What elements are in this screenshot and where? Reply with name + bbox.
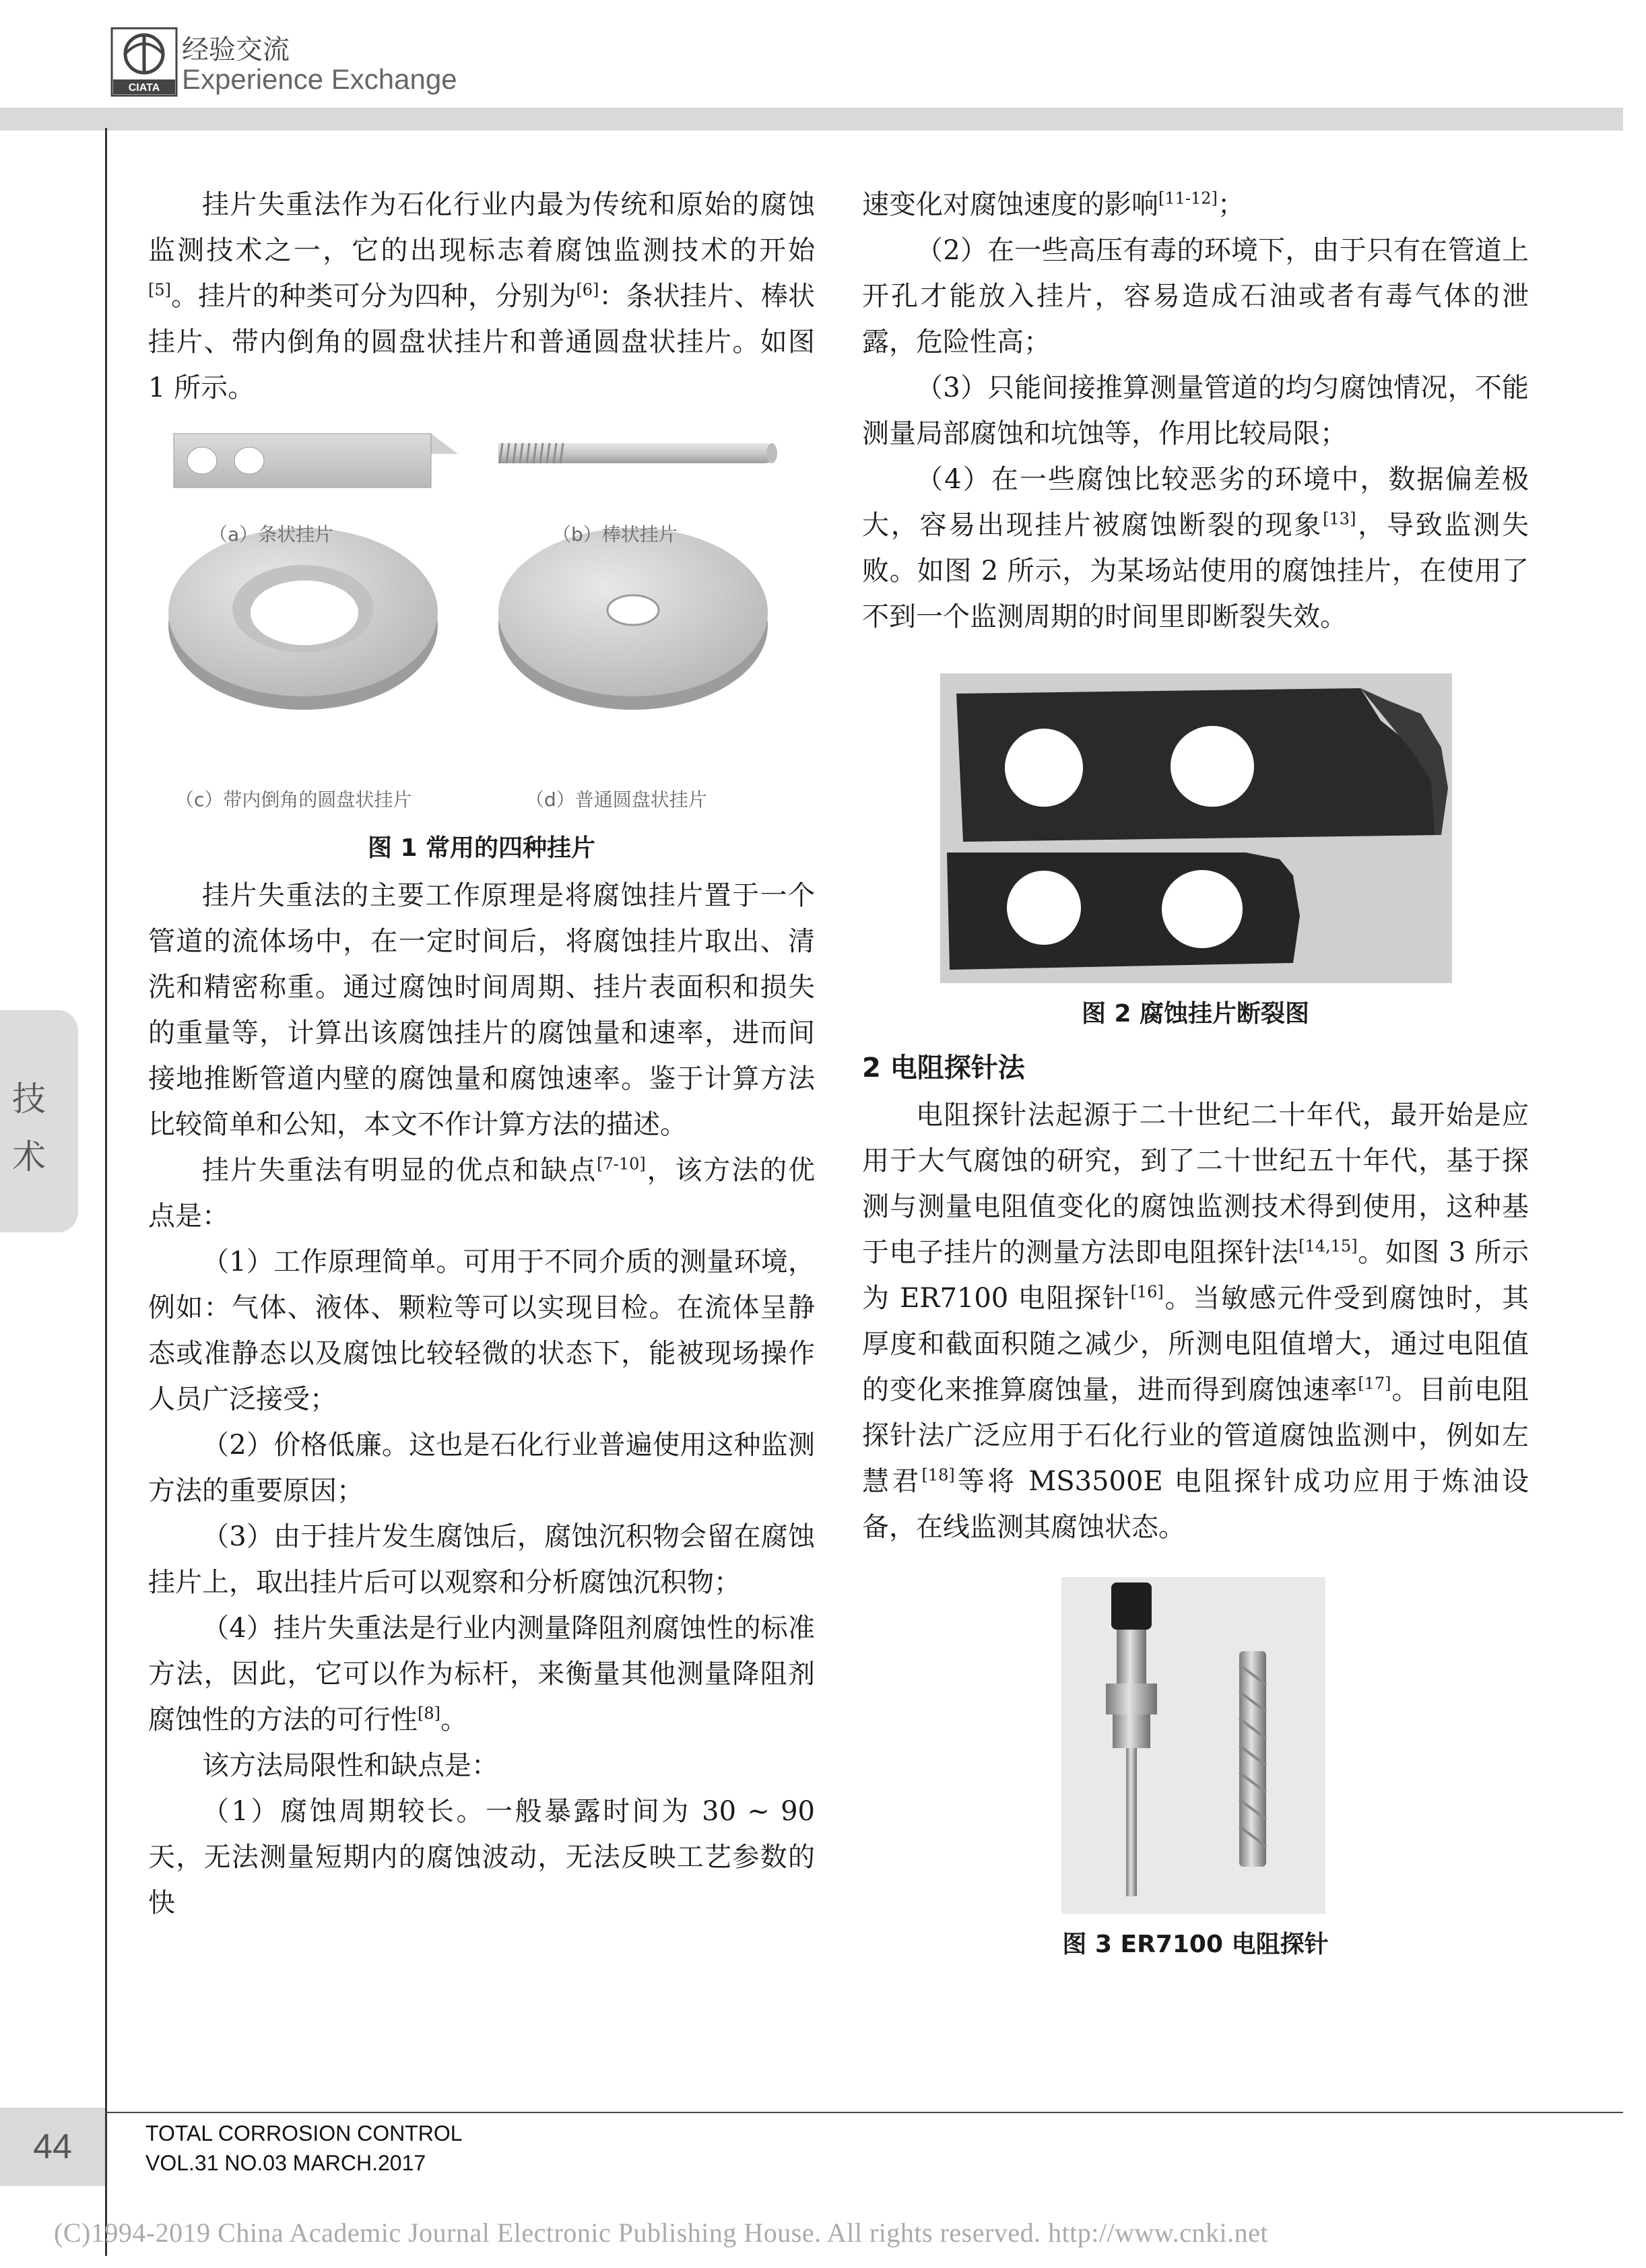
- spiral-element-icon: [1239, 1651, 1266, 1867]
- section-heading: 2 电阻探针法: [862, 1053, 1025, 1083]
- figure-3-caption: 图 3 ER7100 电阻探针: [1062, 1931, 1329, 1958]
- paragraph: （2）在一些高压有毒的环境下，由于只有在管道上开孔才能放入挂片，容易造成石油或者有毒气体的泄露，危险性高；: [862, 235, 1529, 358]
- figure-2: [862, 673, 1529, 1037]
- paragraph: （4）在一些腐蚀比较恶劣的环境中，数据偏差极大，容易出现挂片被腐蚀断裂的现象[13]，导致监测失败。如图 2 所示，为某场站使用的腐蚀挂片，在使用了不到一个监测周期的时间里即断裂失效。: [862, 464, 1529, 632]
- ciata-logo-icon: [110, 27, 178, 97]
- citation: [11-12]: [1158, 189, 1218, 208]
- citation: [7-10]: [597, 1154, 646, 1174]
- rod-coupon-icon: [498, 443, 777, 463]
- paragraph: （3）由于挂片发生腐蚀后，腐蚀沉积物会留在腐蚀挂片上，取出挂片后可以观察和分析腐蚀沉积物；: [148, 1521, 815, 1598]
- page-number: 44: [0, 2108, 105, 2186]
- citation: [17]: [1358, 1374, 1391, 1393]
- figure-2-caption: 图 2 腐蚀挂片断裂图: [1081, 1000, 1310, 1028]
- section-title-cn: 经验交流: [182, 34, 290, 65]
- strip-coupon-icon: [174, 434, 458, 488]
- journal-name: TOTAL CORROSION CONTROL: [145, 2121, 463, 2145]
- citation: [16]: [1130, 1282, 1164, 1302]
- citation: [18]: [921, 1465, 955, 1485]
- lower-broken-fragment: [947, 853, 1300, 970]
- right-column: [862, 182, 1529, 1958]
- logo-text: CIATA: [128, 82, 160, 94]
- figure-1: [148, 420, 815, 824]
- journal-volume: VOL.31 NO.03 MARCH.2017: [145, 2151, 426, 2175]
- left-margin-rule: [105, 128, 107, 2256]
- paragraph: （1）腐蚀周期较长。一般暴露时间为 30 ~ 90 天，无法测量短期内的腐蚀波动，无法反映工艺参数的快: [148, 1796, 815, 1919]
- left-column: [148, 182, 815, 1926]
- paragraph: （1）工作原理简单。可用于不同介质的测量环境，例如：气体、液体、颗粒等可以实现目检。在流体呈静态或准静态以及腐蚀比较轻微的状态下，能被现场操作人员广泛接受；: [148, 1246, 815, 1415]
- copyright-notice: (C)1994-2019 China Academic Journal Electronic Publishing House. All rights reserved. http://www.cnki.net: [54, 2217, 1268, 2248]
- paragraph: 挂片失重法作为石化行业内最为传统和原始的腐蚀监测技术之一，它的出现标志着腐蚀监测技术的开始[5]。挂片的种类可分为四种，分别为[6]：条状挂片、棒状挂片、带内倒角的圆盘状挂片和普通圆盘状挂片。如图 1 所示。: [148, 189, 816, 403]
- sub-caption-b: （b）棒状挂片: [552, 523, 678, 545]
- paragraph: （3）只能间接推算测量管道的均匀腐蚀情况，不能测量局部腐蚀和坑蚀等，作用比较局限；: [862, 372, 1529, 449]
- section-title-en: Experience Exchange: [182, 63, 457, 95]
- citation: [5]: [148, 280, 171, 300]
- paragraph: （2）价格低廉。这也是石化行业普遍使用这种监测方法的重要原因；: [148, 1430, 815, 1506]
- citation: [13]: [1323, 509, 1356, 529]
- sub-caption-a: （a）条状挂片: [209, 523, 334, 545]
- side-tab: [0, 1010, 78, 1232]
- citation: [14,15]: [1298, 1236, 1358, 1256]
- citation: [8]: [418, 1704, 440, 1723]
- header-band: [0, 108, 1623, 131]
- sub-caption-d: （d）普通圆盘状挂片: [525, 789, 707, 811]
- footer-rule: [105, 2112, 1623, 2113]
- sub-caption-c: （c）带内倒角的圆盘状挂片: [175, 789, 412, 811]
- figure-1-caption: 图 1 常用的四种挂片: [367, 834, 596, 862]
- er7100-probe-photo: [862, 1577, 1529, 1954]
- paragraph: （4）挂片失重法是行业内测量降阻剂腐蚀性的标准方法，因此，它可以作为标杆，来衡量其他测量降阻剂腐蚀性的方法的可行性[8]。: [148, 1613, 815, 1735]
- side-tab-char-1: 技: [12, 1079, 46, 1119]
- citation: [6]: [576, 280, 599, 300]
- coupon-illustrations: [148, 420, 815, 824]
- paragraph: 速变化对腐蚀速度的影响[11-12]；: [862, 189, 1245, 220]
- side-tab-char-2: 术: [12, 1137, 46, 1176]
- paragraph: 电阻探针法起源于二十世纪二十年代，最开始是应用于大气腐蚀的研究，到了二十世纪五十年代，基于探测与测量电阻值变化的腐蚀监测技术得到使用，这种基于电子挂片的测量方法即电阻探针法[14,15]。如图 3 所示为 ER7100 电阻探针[16]。当敏感元件受到腐蚀时，其厚度和截面积随之减少，所测电阻值增大，通过电阻值的变化来推算腐蚀量，进而得到腐蚀速率[17]。目前电阻探针法广泛应用于石化行业的管道腐蚀监测中，例如左慧君[18]等将 MS3500E 电阻探针成功应用于炼油设备，在线监测其腐蚀状态。: [862, 1100, 1529, 1543]
- paragraph: 挂片失重法的主要工作原理是将腐蚀挂片置于一个管道的流体场中，在一定时间后，将腐蚀挂片取出、清洗和精密称重。通过腐蚀时间周期、挂片表面积和损失的重量等，计算出该腐蚀挂片的腐蚀量和速率，进而间接地推断管道内壁的腐蚀量和腐蚀速率。鉴于计算方法比较简单和公知，本文不作计算方法的描述。: [148, 880, 815, 1140]
- paragraph: 挂片失重法有明显的优点和缺点[7-10]，该方法的优点是：: [148, 1154, 815, 1232]
- paragraph: 该方法局限性和缺点是：: [202, 1750, 498, 1781]
- figure-3: [862, 1577, 1529, 1958]
- page-header: [0, 0, 1646, 131]
- broken-coupon-photo: [862, 673, 1529, 1037]
